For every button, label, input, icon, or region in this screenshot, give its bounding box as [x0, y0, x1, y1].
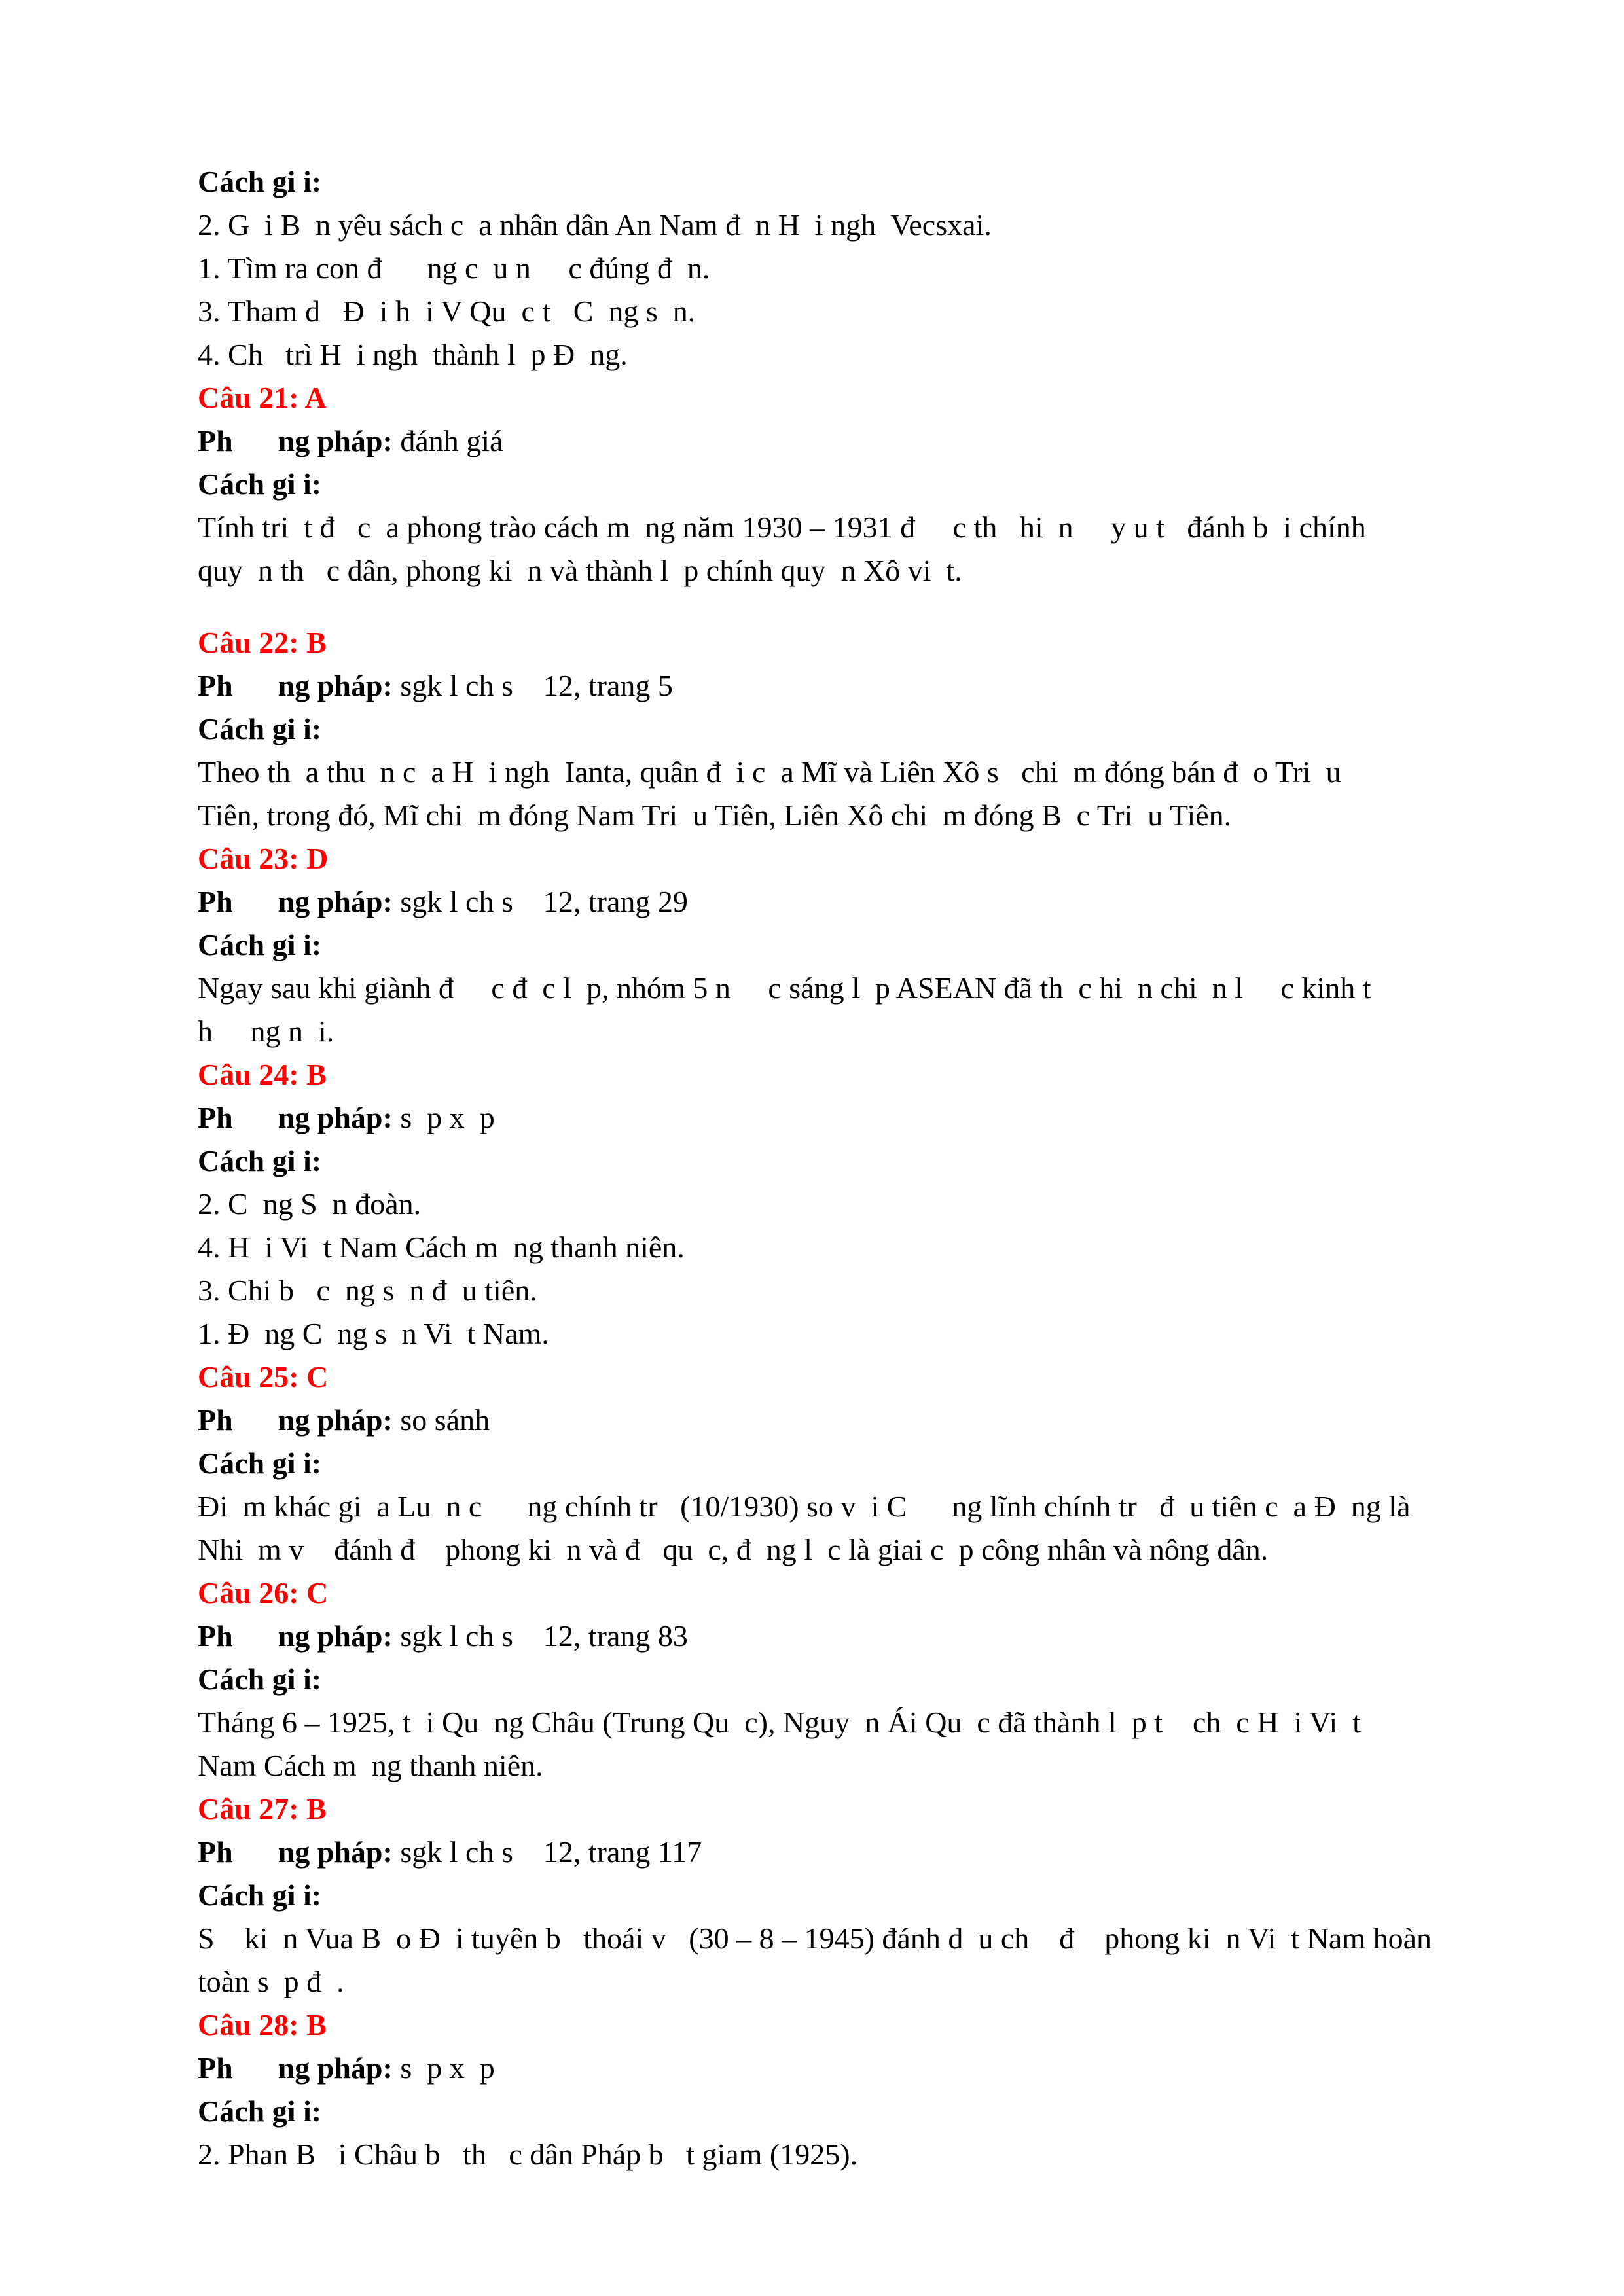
solution-label: Cách gi i:	[198, 1662, 322, 1696]
solution-line: 3. Chi b c ng s n đ u tiên.	[198, 1274, 537, 1307]
method-line	[198, 1831, 1500, 1874]
method-value: sgk l ch s 12, trang 29	[392, 885, 688, 918]
method-line	[198, 1399, 1500, 1442]
solution-line: Tính tri t đ c a phong trào cách m ng năm 1930 – 1931 đ c th hi n y u t đánh b i chính	[198, 511, 1366, 544]
question-title: Câu 27: B	[198, 1792, 327, 1825]
solution-line: Tiên, trong đó, Mĩ chi m đóng Nam Tri u Tiên, Liên Xô chi m đóng B c Tri u Tiên.	[198, 798, 1232, 832]
solution-line: S ki n Vua B o Đ i tuyên b thoái v (30 – 8 – 1945) đánh d u ch đ phong ki n Vi t Nam hoàn	[198, 1922, 1432, 1955]
method-value: so sánh	[392, 1403, 490, 1437]
method-value: sgk l ch s 12, trang 117	[392, 1835, 702, 1869]
question-27	[198, 1787, 1500, 2003]
method-line	[198, 880, 1500, 924]
solution-label: Cách gi i:	[198, 1446, 322, 1480]
question-26	[198, 1571, 1500, 1787]
question-title: Câu 26: C	[198, 1576, 329, 1609]
method-line	[198, 1615, 1500, 1658]
question-title: Câu 22: B	[198, 626, 327, 659]
question-22	[198, 621, 1500, 837]
solution-line: 2. Phan B i Châu b th c dân Pháp b t giam (1925).	[198, 2138, 858, 2171]
solution-line: Đi m khác gi a Lu n c ng chính tr (10/1930) so v i C ng lĩnh chính tr đ u tiên c a Đ ng là	[198, 1490, 1411, 1523]
solution-line: Nhi m v đánh đ phong ki n và đ qu c, đ ng l c là giai c p công nhân và nông dân.	[198, 1533, 1269, 1566]
solution-line: Ngay sau khi giành đ c đ c l p, nhóm 5 n c sáng l p ASEAN đã th c hi n chi n l c kinh t	[198, 971, 1371, 1005]
question-title: Câu 23: D	[198, 842, 329, 875]
solution-line: 4. Ch trì H i ngh thành l p Đ ng.	[198, 338, 628, 371]
spacer	[198, 592, 1500, 621]
solution-line: toàn s p đ .	[198, 1965, 344, 1998]
method-label: Ph ng pháp:	[198, 1619, 393, 1653]
solution-label: Cách gi i:	[198, 1144, 322, 1177]
top-section	[198, 160, 1500, 376]
question-title: Câu 25: C	[198, 1360, 329, 1393]
method-value: s p x p	[392, 1101, 495, 1134]
method-line	[198, 2047, 1500, 2090]
solution-label: Cách gi i:	[198, 928, 322, 961]
method-label: Ph ng pháp:	[198, 885, 393, 918]
solution-line: 2. C ng S n đoàn.	[198, 1187, 422, 1221]
solution-label: Cách gi i:	[198, 712, 322, 745]
method-label: Ph ng pháp:	[198, 1101, 393, 1134]
question-24	[198, 1053, 1500, 1355]
solution-line: Nam Cách m ng thanh niên.	[198, 1749, 543, 1782]
document-page	[198, 160, 1500, 2176]
solution-line: 3. Tham d Đ i h i V Qu c t C ng s n.	[198, 295, 696, 328]
solution-label: Cách gi i:	[198, 165, 322, 198]
solution-label: Cách gi i:	[198, 467, 322, 501]
question-title: Câu 28: B	[198, 2008, 327, 2041]
method-label: Ph ng pháp:	[198, 1835, 393, 1869]
question-23	[198, 837, 1500, 1053]
solution-label: Cách gi i:	[198, 1878, 322, 1912]
method-label: Ph ng pháp:	[198, 2051, 393, 2085]
question-28	[198, 2003, 1500, 2176]
solution-line: h ng n i.	[198, 1014, 334, 1048]
solution-line: 4. H i Vi t Nam Cách m ng thanh niên.	[198, 1230, 685, 1264]
method-line	[198, 1096, 1500, 1139]
method-value: đánh giá	[392, 424, 503, 457]
method-line	[198, 420, 1500, 463]
method-value: s p x p	[392, 2051, 495, 2085]
solution-line: 1. Đ ng C ng s n Vi t Nam.	[198, 1317, 549, 1350]
question-title: Câu 21: A	[198, 381, 327, 414]
solution-line: Theo th a thu n c a H i ngh Ianta, quân đ i c a Mĩ và Liên Xô s chi m đóng bán đ o Tri u	[198, 755, 1341, 789]
solution-line: quy n th c dân, phong ki n và thành l p chính quy n Xô vi t.	[198, 554, 962, 587]
method-value: sgk l ch s 12, trang 83	[392, 1619, 688, 1653]
solution-line: 1. Tìm ra con đ ng c u n c đúng đ n.	[198, 251, 710, 285]
question-title: Câu 24: B	[198, 1058, 327, 1091]
method-label: Ph ng pháp:	[198, 1403, 393, 1437]
solution-line: 2. G i B n yêu sách c a nhân dân An Nam đ n H i ngh Vecsxai.	[198, 208, 992, 242]
question-25	[198, 1355, 1500, 1571]
question-21	[198, 376, 1500, 621]
solution-label: Cách gi i:	[198, 2094, 322, 2128]
method-line	[198, 664, 1500, 708]
method-label: Ph ng pháp:	[198, 424, 393, 457]
solution-line: Tháng 6 – 1925, t i Qu ng Châu (Trung Qu c), Nguy n Ái Qu c đã thành l p t ch c H i Vi t	[198, 1706, 1362, 1739]
method-label: Ph ng pháp:	[198, 669, 393, 702]
method-value: sgk l ch s 12, trang 5	[392, 669, 673, 702]
